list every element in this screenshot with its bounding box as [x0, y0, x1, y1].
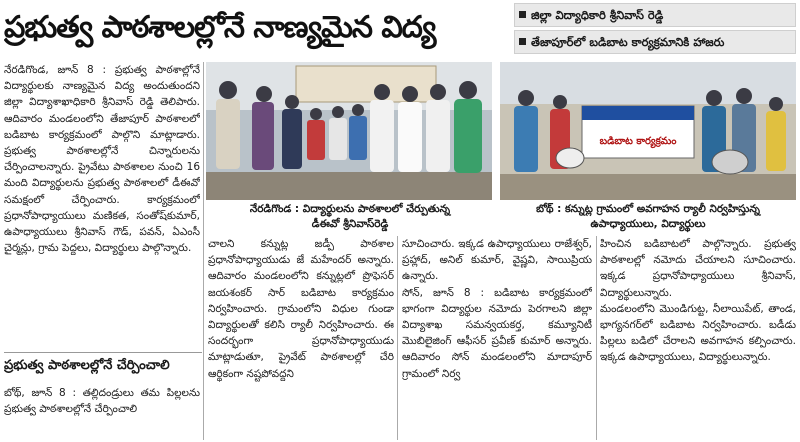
article-2-body-col-4: హించిన బడిబాటలో పాల్గొన్నారు. ప్రభుత్వ పాఠశాలల్లో నమోదు చేయాలని సూచించారు. ఇక్కడ ప్రధానోపాధ్యాయులు శ్రీనివాస్, విద్యార్థులున్నారు. మండలంలోని మొండిగుట్ట, నీలాయిపేట్, తాండ, భాగ్యనగర్‌లో బడిబాట నిర్వహించారు. బడీడు పిల్లలు బడిలో చేరాలని అవగాహన కల్పించారు. ఇక్కడ ఉపాధ్యాయులు, విద్యార్థులున్నారు.	[600, 238, 796, 364]
deck-line-1	[514, 3, 796, 27]
photo-caption-2: బోథ్ : కన్నుట్ల గ్రామంలో అవగాహన ర్యాలీ నిర్వహిస్తున్న ఉపాధ్యాయులు, విద్యార్థులు	[536, 203, 760, 230]
column-divider	[397, 236, 398, 440]
article-2-subhead: ప్రభుత్వ పాఠశాలల్లోనే చేర్పించాలి	[4, 352, 202, 378]
photo-students-enrollment	[206, 62, 492, 200]
headline: ప్రభుత్వ పాఠశాలల్లోనే నాణ్యమైన విద్య	[4, 10, 436, 45]
bullet-icon	[519, 11, 526, 18]
article-2-body-col-2: చాలని కన్నుట్ల జడ్పీ పాఠశాల ప్రధానోపాధ్యాయుడు జే మహేందర్ అన్నారు. ఆదివారం మండలంలోని కన్నుట్లలో ప్రొఫెసర్ జయశంకర్ సార్ బడిబాట కార్యక్రమం నిర్వహించారు. గ్రామంలోని విధుల గుండా విద్యార్థులతో కలిసి ర్యాలీ నిర్వహించారు. ఈ సందర్భంగా ప్రధానోపాధ్యాయుడు మాట్లాడుతూ, ప్రైవేట్ పాఠశాలల్లో చేరి ఆర్థికంగా నష్టపోవద్దని	[208, 238, 394, 380]
column-divider	[203, 62, 204, 440]
article-2-body-start: బోథ్, జూన్ 8 : తల్లిదండ్రులు తమ పిల్లలను ప్రభుత్వ పాఠశాలల్లోనే చేర్పించాలి	[4, 387, 200, 416]
article-1-body: నేరడిగొండ, జూన్ 8 : ప్రభుత్వ పాఠశాల్లోనే విద్యార్థులకు నాణ్యమైన విద్య అందుతుందని జిల్లా విద్యాశాఖాధికారి శ్రీనివాస్ రెడ్డి తెలిపారు. ఆదివారం మండలంలోని తేజాపూర్ పాఠశాలలో బడిబాట కార్యక్రమంలో పాల్గొని మాట్లాడారు. ప్రభుత్వ పాఠశాలల్లోనే చిన్నారులను చేర్పించాలన్నారు. ప్రైవేటు పాఠశాలల నుంచి 16 మంది విద్యార్థులను ప్రభుత్వ పాఠశాలలో డీఈవో సమక్షంలో చేర్పించారు. కార్యక్రమంలో ప్రధానోపాధ్యాయులు మణికత, సంతోష్‌కుమార్, ఉపాధ్యాయులు శ్రీనివాస్ గౌడ్, పవన్, ఏఎంసీ చైర్మన్లు, గ్రామ పెద్దలు, విద్యార్థులు పాల్గొన్నారు.	[4, 64, 200, 255]
article-2-body-col-3: సూచించారు. ఇక్కడ ఉపాధ్యాయులు రాజేశ్వర్, ప్రహ్లాద్, అనిల్ కుమార్, వైష్ణవి, సాయిప్రియ ఉన్నారు. సోన్, జూన్ 8 : బడిబాట కార్యక్రమంలో భాగంగా విద్యార్థుల నమోదు పెరగాలని జిల్లా విద్యాశాఖ సమన్వయకర్త, కమ్యూనిటీ మొబిలైజింగ్ ఆఫీసర్ ప్రవీణ్ కుమార్ అన్నారు. ఆదివారం సోన్ మండలంలోని మాదాపూర్ గ్రామంలో నిర్వ	[402, 238, 592, 380]
photo-caption-1: నేరడిగొండ : విద్యార్థులను పాఠశాలలో చేర్పుతున్న డీఈవో శ్రీనివాస్‌రెడ్డి	[249, 203, 451, 230]
bullet-icon	[519, 38, 526, 45]
column-divider	[596, 236, 597, 440]
photo-awareness-rally	[500, 62, 796, 200]
deck-text-2: తేజాపూర్‌లో బడిబాట కార్యక్రమానికి హాజరు	[531, 35, 725, 49]
deck-text-1: జిల్లా విద్యాధికారి శ్రీనివాస్ రెడ్డి	[531, 8, 664, 22]
deck-line-2	[514, 30, 796, 54]
photo-rally-illustration	[500, 62, 796, 200]
banner-text: బడిబాట కార్యక్రమం	[599, 136, 677, 147]
photo-group-illustration	[206, 62, 492, 200]
